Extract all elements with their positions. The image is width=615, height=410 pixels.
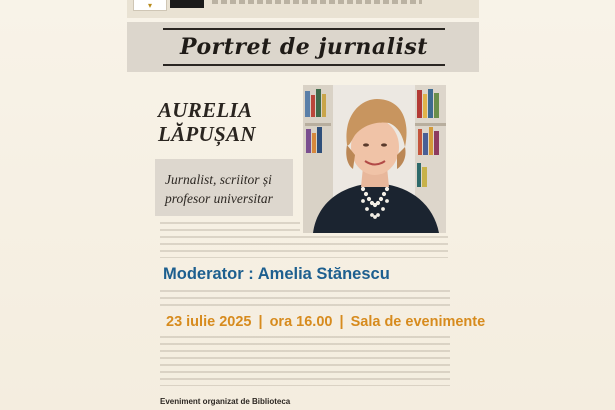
moderator-name: Amelia Stănescu: [257, 265, 390, 283]
organizer-note: [160, 397, 290, 407]
separator: |: [339, 314, 344, 330]
speaker-last-name: LĂPUȘAN: [158, 122, 256, 146]
speaker-name: [158, 98, 298, 146]
event-venue: Sala de evenimente: [350, 314, 486, 330]
event-time: ora 16.00: [269, 314, 333, 330]
role-line-1: Jurnalist, scriitor și: [165, 172, 272, 187]
moderator-label: Moderator :: [163, 265, 254, 283]
header-strip-text: [212, 0, 422, 4]
newspaper-texture: [160, 336, 450, 386]
organizer-line: Eveniment organizat de Biblioteca: [160, 397, 291, 406]
newspaper-texture: [300, 236, 448, 258]
library-logo: ▾: [133, 0, 167, 11]
role-line-2: profesor universitar: [165, 191, 273, 206]
event-details: [166, 314, 485, 330]
separator: |: [258, 314, 263, 330]
newspaper-texture: [160, 290, 450, 310]
poster-title: Portret de jurnalist: [180, 33, 428, 60]
partner-logo: [170, 0, 204, 8]
speaker-first-name: AURELIA: [158, 98, 253, 122]
moderator-line: [163, 265, 390, 284]
speaker-role: [165, 170, 293, 208]
event-date: 23 iulie 2025: [166, 314, 252, 330]
speaker-photo: [303, 85, 446, 233]
newspaper-texture: [160, 222, 300, 258]
banner-rule-bottom: [163, 64, 445, 66]
